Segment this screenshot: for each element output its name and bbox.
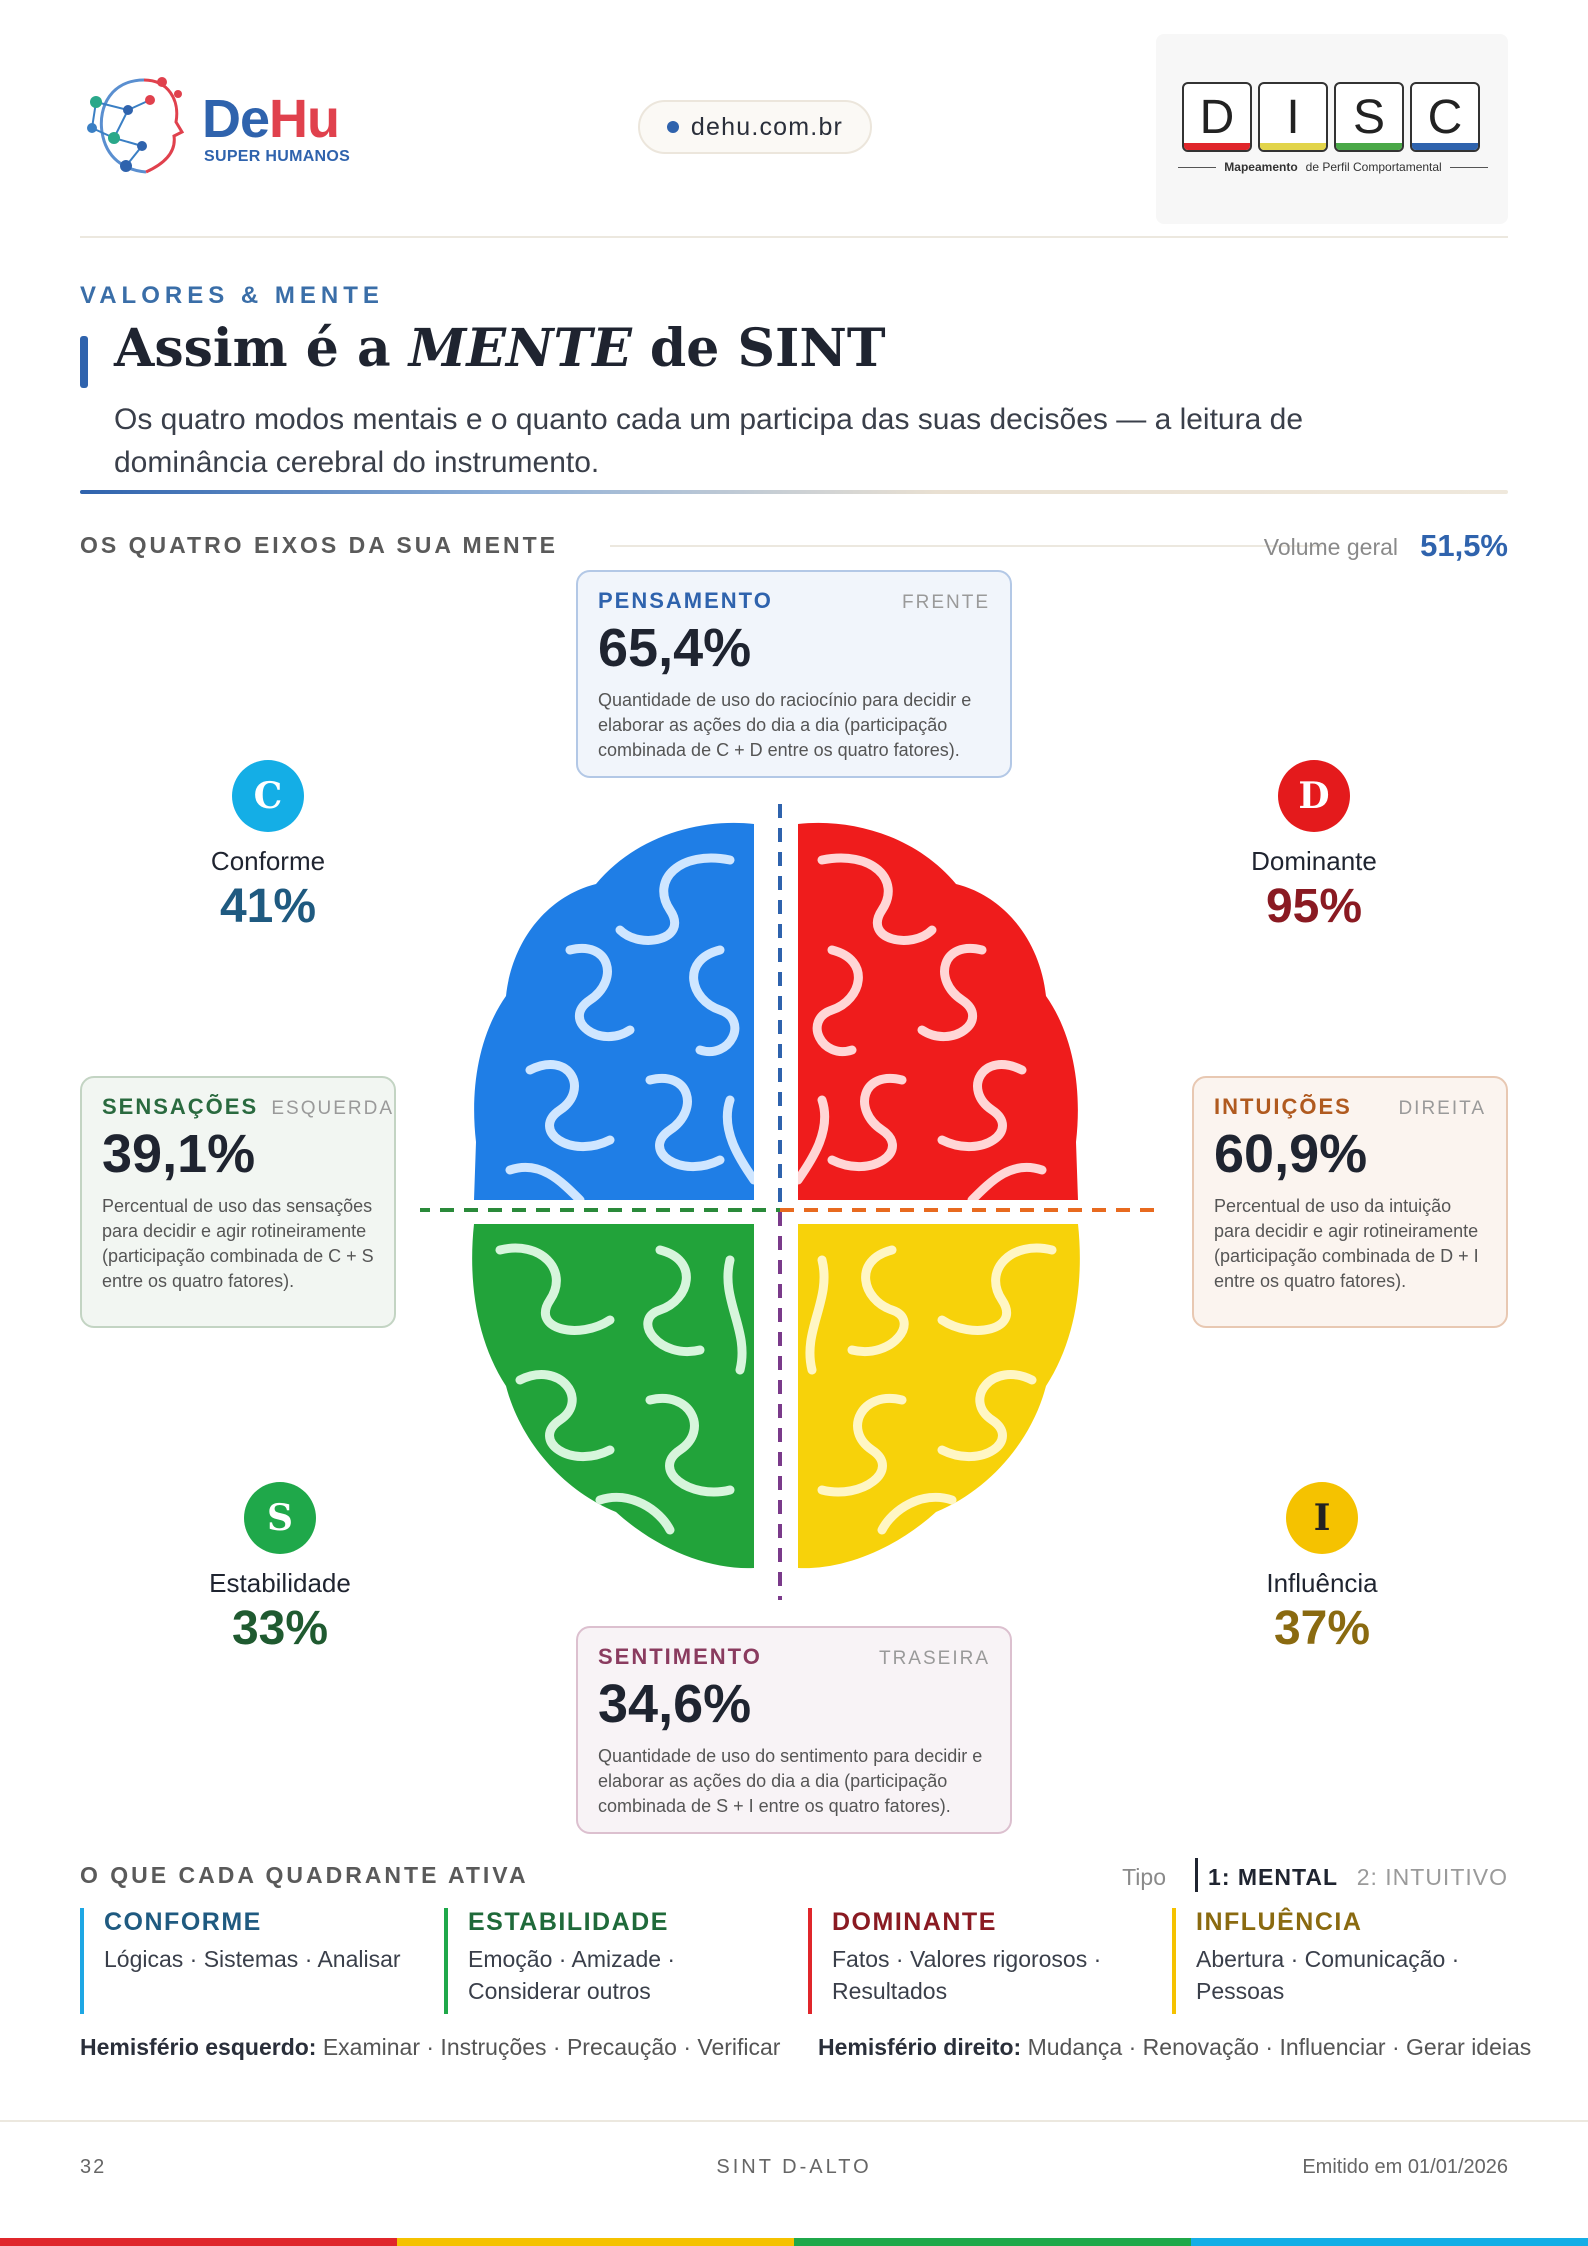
quadrant-list xyxy=(80,1908,1508,2014)
header-divider xyxy=(80,236,1508,238)
card-percent: 65,4% xyxy=(598,618,752,678)
quadrant-text: Abertura · Comunicação · Pessoas xyxy=(1196,1946,1460,2004)
factor-s-badge: S xyxy=(244,1482,316,1554)
title-divider xyxy=(80,490,1508,494)
brand-name: DeHu xyxy=(202,89,340,149)
factor-conforme xyxy=(148,760,388,934)
page-title: Assim é a MENTE de SINT xyxy=(114,318,886,379)
quadrant-dominante xyxy=(808,1908,1148,2014)
card-direction: ESQUERDA xyxy=(271,1098,394,1119)
page-subtitle: Os quatro modos mentais e o quanto cada um participa das suas decisões — a leitura de dominância cerebral do instrumento. xyxy=(114,403,1303,479)
brain-lobe-i xyxy=(798,1224,1080,1568)
tipo-1: 1: MENTAL xyxy=(1208,1864,1338,1890)
card-name: PENSAMENTO xyxy=(598,588,773,613)
quadrant-name: INFLUÊNCIA xyxy=(1196,1908,1363,1936)
brain-illustration xyxy=(420,800,1168,1600)
page-number: 32 xyxy=(80,2156,107,2178)
card-percent: 39,1% xyxy=(102,1124,256,1184)
card-description: Quantidade de uso do sentimento para decidir e elaborar as ações do dia a dia (participação combinada de S + I entre os quatro fatores). xyxy=(598,1746,983,1816)
hemisphere-right: Hemisfério direito: Mudança · Renovação · Influenciar · Gerar ideias xyxy=(818,2034,1532,2060)
quadrants-label: O QUE CADA QUADRANTE ATIVA xyxy=(80,1862,529,1888)
dehu-logo xyxy=(84,66,364,190)
brain-lobe-d xyxy=(798,823,1078,1200)
card-sentimento xyxy=(576,1626,1012,1834)
title-accent-bar xyxy=(80,336,88,388)
card-percent: 60,9% xyxy=(1214,1124,1368,1184)
card-pensamento xyxy=(576,570,1012,778)
card-name: SENSAÇÕES xyxy=(102,1094,259,1119)
site-link[interactable] xyxy=(638,100,872,154)
card-intuicoes xyxy=(1192,1076,1508,1328)
factor-percent: 33% xyxy=(231,1602,329,1655)
disc-letter-d: D xyxy=(1182,82,1252,152)
factor-percent: 41% xyxy=(219,880,317,933)
factor-influencia xyxy=(1202,1482,1442,1656)
factor-c-badge: C xyxy=(232,760,304,832)
factor-name: Estabilidade xyxy=(209,1568,351,1598)
factor-name: Influência xyxy=(1266,1568,1378,1598)
quadrant-text: Lógicas · Sistemas · Analisar xyxy=(104,1946,401,1972)
card-name: SENTIMENTO xyxy=(598,1644,762,1669)
site-url: dehu.com.br xyxy=(690,112,844,141)
quadrant-estabilidade xyxy=(444,1908,784,2014)
hemisphere-left: Hemisfério esquerdo: Examinar · Instruções · Precaução · Verificar xyxy=(80,2034,781,2060)
factor-estabilidade xyxy=(160,1482,400,1656)
color-stripe xyxy=(0,2238,1588,2246)
card-name: INTUIÇÕES xyxy=(1214,1094,1352,1119)
axes-label: OS QUATRO EIXOS DA SUA MENTE xyxy=(80,532,559,558)
footer-divider xyxy=(0,2120,1588,2122)
card-sensacoes xyxy=(80,1076,396,1328)
quadrant-text: Emoção · Amizade · Considerar outros xyxy=(468,1946,676,2004)
card-direction: FRENTE xyxy=(902,592,990,613)
disc-letter-s: S xyxy=(1334,82,1404,152)
disc-letter-c: C xyxy=(1410,82,1480,152)
factor-name: Dominante xyxy=(1251,846,1377,876)
card-description: Percentual de uso da intuição para decidir e agir rotineiramente (participação combinada de D + I entre os quatro fatores). xyxy=(1214,1196,1479,1291)
factor-d-badge: D xyxy=(1278,760,1350,832)
card-description: Percentual de uso das sensações para decidir e agir rotineiramente (participação combinada de C + S entre os quatro fatores). xyxy=(102,1196,374,1291)
section-kicker: VALORES & MENTE xyxy=(80,282,384,309)
card-description: Quantidade de uso do raciocínio para decidir e elaborar as ações do dia a dia (participação combinada de C + D entre os quatro fatores). xyxy=(598,690,972,760)
quadrants-header xyxy=(80,1858,1508,1894)
brain-lobe-s xyxy=(472,1224,754,1568)
factor-dominante xyxy=(1194,760,1434,934)
card-direction: TRASEIRA xyxy=(878,1648,990,1669)
quadrant-name: ESTABILIDADE xyxy=(468,1908,669,1936)
brand-tagline: SUPER HUMANOS xyxy=(204,148,351,165)
quadrant-conforme xyxy=(80,1908,420,2014)
dot-icon xyxy=(667,121,679,133)
card-direction: DIREITA xyxy=(1398,1098,1486,1119)
card-percent: 34,6% xyxy=(598,1674,752,1734)
quadrant-name: CONFORME xyxy=(104,1908,262,1936)
quadrant-influencia xyxy=(1172,1908,1512,2014)
footer-center: SINT D-ALTO xyxy=(716,2156,872,2178)
tipo-2: 2: INTUITIVO xyxy=(1356,1864,1508,1890)
network-head-icon xyxy=(84,66,194,190)
axes-line xyxy=(610,545,1322,547)
factor-percent: 95% xyxy=(1265,880,1363,933)
quadrant-name: DOMINANTE xyxy=(832,1908,997,1936)
disc-logo xyxy=(1156,34,1508,224)
factor-name: Conforme xyxy=(210,846,326,876)
quadrant-text: Fatos · Valores rigorosos · Resultados xyxy=(832,1946,1102,2004)
tipo-label: Tipo xyxy=(1122,1864,1166,1890)
factor-i-badge: I xyxy=(1286,1482,1358,1554)
tipo-separator xyxy=(1195,1858,1198,1892)
volume-value: 51,5% xyxy=(1420,528,1508,563)
issued-date: Emitido em 01/01/2026 xyxy=(1302,2156,1508,2178)
factor-percent: 37% xyxy=(1273,1602,1371,1655)
volume-label: Volume geral xyxy=(1263,534,1398,560)
disc-caption: Mapeamento de Perfil Comportamental xyxy=(1178,160,1488,174)
axes-header xyxy=(80,530,1508,562)
brain-lobe-c xyxy=(474,823,754,1200)
disc-letter-i: I xyxy=(1258,82,1328,152)
